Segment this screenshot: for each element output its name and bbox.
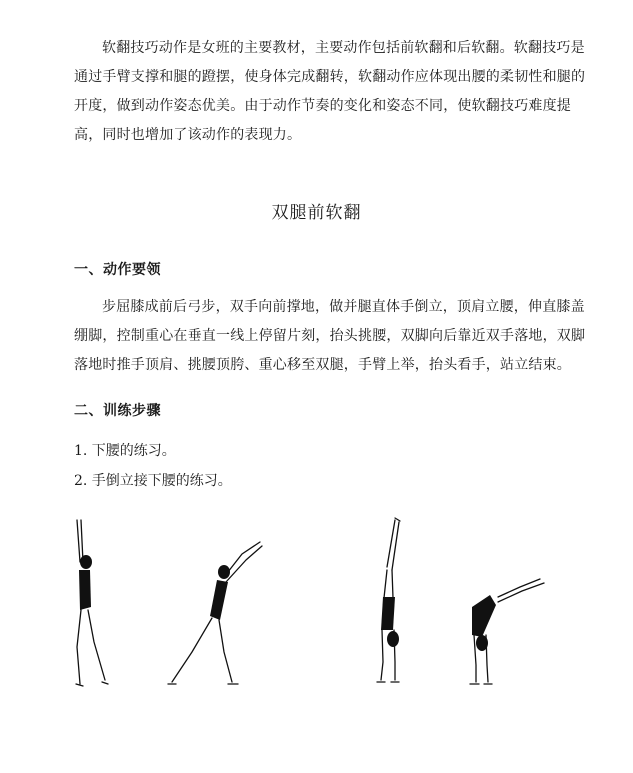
illustration-row	[50, 512, 610, 692]
section-title: 双腿前软翻	[271, 203, 362, 223]
intro-paragraph: 软翻技巧动作是女班的主要教材，主要动作包括前软翻和后软翻。软翻技巧是通过手臂支撑和腿的蹬摆，使身体完成翻转，软翻动作应体现出腰的柔韧性和腿的开度，做到动作姿态优美。由于动作节奏的变化和姿态不同，使软翻技巧难度提高，同时也增加了该动作的表现力。	[74, 40, 586, 143]
figure-standing-arms-up	[50, 512, 120, 692]
heading-training-steps: 二、训练步骤	[74, 403, 161, 419]
technique-paragraph: 步屈膝成前后弓步，双手向前撑地，做并腿直体手倒立，顶肩立腰，伸直膝盖绷脚，控制重心在垂直一线上停留片刻，抬头挑腰，双脚向后靠近双手落地，双脚落地时推手顶肩、挑腰顶胯、重心移至双腿，手臂上举，抬头看手，站立结束。	[74, 299, 586, 373]
training-steps-list	[74, 436, 232, 496]
figure-lunge-reaching	[162, 532, 272, 692]
heading-technique: 一、动作要领	[74, 262, 161, 278]
figure-handstand-arch	[460, 567, 550, 692]
figure-handstand	[365, 512, 415, 692]
list-item: 2. 手倒立接下腰的练习。	[74, 473, 232, 489]
list-item: 1. 下腰的练习。	[74, 443, 176, 459]
